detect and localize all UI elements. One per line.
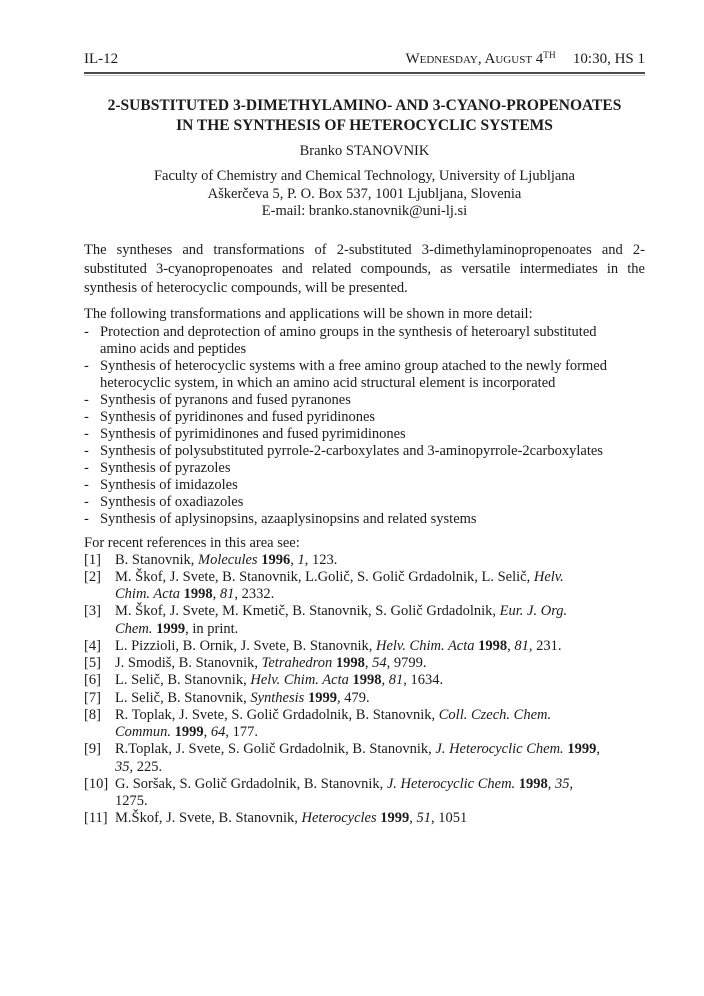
- reference-plain-segment: , 479.: [336, 689, 370, 706]
- abstract-line: The syntheses and transformations of 2-substituted 3-dimethylaminopropenoates and 2-: [84, 241, 645, 258]
- reference-plain-segment: ,: [507, 637, 515, 654]
- list-bullet-dash: -: [84, 408, 89, 425]
- list-bullet-dash: -: [84, 510, 89, 527]
- reference-plain-segment: ,: [212, 586, 220, 602]
- reference-text: [115, 690, 645, 707]
- list-item-text: Synthesis of pyrazoles: [100, 459, 231, 476]
- references-intro: For recent references in this area see:: [84, 534, 300, 551]
- reference-item: [84, 810, 645, 827]
- reference-italic-segment: Helv. Chim. Acta: [376, 637, 475, 654]
- list-item: [84, 426, 645, 443]
- abstract-paragraph: [84, 241, 645, 298]
- reference-plain-segment: , 2332.: [234, 586, 275, 602]
- reference-plain-segment: ,: [569, 775, 574, 792]
- reference-plain-segment: , 177.: [225, 724, 258, 740]
- list-item: [84, 324, 645, 358]
- author-name: Branko STANOVNIK: [299, 143, 430, 159]
- reference-item: [84, 603, 645, 638]
- reference-italic-segment: 81: [219, 586, 235, 602]
- reference-item: [84, 655, 645, 672]
- reference-plain-segment: , 1634.: [403, 672, 444, 689]
- reference-plain-segment: , in print.: [185, 620, 239, 637]
- reference-item: [84, 672, 645, 689]
- paper-title-line1: 2-SUBSTITUTED 3-DIMETHYLAMINO- AND 3-CYANO-PROPENOATES: [107, 97, 622, 114]
- list-item-text: Synthesis of pyridinones and fused pyridinones: [100, 408, 376, 425]
- reference-plain-segment: , 9799.: [386, 655, 427, 671]
- reference-plain-segment: ,: [547, 775, 556, 792]
- reference-bold-segment: 1999: [567, 741, 597, 758]
- reference-italic-segment: Helv.: [533, 568, 564, 585]
- session-date: Wednesday, August 4: [405, 51, 544, 67]
- reference-number: [6]: [84, 672, 101, 689]
- list-item: [84, 511, 645, 528]
- reference-item: [84, 776, 645, 811]
- reference-bold-segment: 1998: [352, 672, 382, 689]
- reference-list: [84, 552, 645, 828]
- reference-plain-segment: ,: [409, 810, 417, 827]
- reference-italic-segment: 64: [210, 724, 226, 740]
- reference-plain-segment: R. Toplak, J. Svete, S. Golič Grdadolnik, B. Stanovnik,: [115, 706, 439, 723]
- list-item: [84, 477, 645, 494]
- list-item-text: Synthesis of pyrimidinones and fused pyrimidinones: [100, 425, 406, 442]
- session-datetime: [405, 51, 645, 69]
- reference-italic-segment: Eur. J. Org.: [499, 603, 568, 620]
- reference-italic-segment: 81: [514, 637, 529, 654]
- list-item: [84, 358, 645, 392]
- reference-number: [5]: [84, 655, 101, 671]
- reference-italic-segment: Chem.: [115, 620, 153, 637]
- abstract-line: substituted 3-cyanopropenoates and related compounds, as versatile intermediates in the: [84, 260, 645, 277]
- reference-plain-segment: L. Selič, B. Stanovnik,: [115, 689, 251, 706]
- reference-item: [84, 741, 645, 776]
- list-bullet-dash: -: [84, 391, 89, 408]
- reference-italic-segment: Helv. Chim. Acta: [250, 672, 349, 689]
- reference-italic-segment: 1: [297, 551, 305, 568]
- reference-text: [115, 603, 645, 638]
- reference-number: [9]: [84, 741, 101, 758]
- reference-plain-segment: ,: [290, 551, 298, 568]
- reference-bold-segment: 1999: [156, 620, 186, 637]
- reference-text: [115, 776, 645, 811]
- paper-title-line2: IN THE SYNTHESIS OF HETEROCYCLIC SYSTEMS: [176, 117, 553, 134]
- reference-number: [4]: [84, 637, 101, 654]
- reference-italic-segment: Heterocycles: [301, 810, 377, 827]
- list-bullet-dash: -: [84, 323, 89, 340]
- reference-italic-segment: J. Heterocyclic Chem.: [435, 741, 564, 758]
- reference-plain-segment: , 123.: [304, 551, 338, 568]
- reference-italic-segment: Molecules: [197, 551, 258, 568]
- list-bullet-dash: -: [84, 442, 89, 459]
- list-item-text: Synthesis of heterocyclic systems with a free amino group atached to the newly formed heterocyclic system, in which an amino acid structural element is incorporated: [100, 357, 607, 391]
- reference-plain-segment: L. Pizzioli, B. Ornik, J. Svete, B. Stanovnik,: [115, 637, 376, 654]
- list-item-text: Synthesis of pyranons and fused pyranones: [100, 391, 351, 408]
- reference-item: [84, 552, 645, 569]
- reference-plain-segment: R.Toplak, J. Svete, S. Golič Grdadolnik, B. Stanovnik,: [115, 741, 436, 758]
- reference-plain-segment: L. Selič, B. Stanovnik,: [115, 672, 251, 689]
- reference-italic-segment: Commun.: [115, 724, 171, 740]
- reference-plain-segment: M.Škof, J. Svete, B. Stanovnik,: [115, 810, 302, 827]
- reference-plain-segment: M. Škof, J. Svete, M. Kmetič, B. Stanovnik, S. Golič Grdadolnik,: [115, 603, 500, 620]
- list-item-text: Synthesis of aplysinopsins, azaaplysinopsins and related systems: [100, 510, 477, 527]
- reference-number: [8]: [84, 706, 101, 723]
- reference-text: [115, 672, 645, 689]
- header-rule: [84, 72, 645, 76]
- session-time: 10:30, HS 1: [572, 51, 645, 67]
- list-item: [84, 443, 645, 460]
- list-item-text: Protection and deprotection of amino groups in the synthesis of heteroaryl substituted amino acids and peptides: [100, 323, 597, 357]
- reference-italic-segment: J. Heterocyclic Chem.: [386, 775, 516, 792]
- reference-bold-segment: 1999: [174, 724, 204, 740]
- reference-plain-segment: B. Stanovnik,: [115, 551, 198, 568]
- affiliation-block: [84, 168, 645, 221]
- reference-italic-segment: Tetrahedron: [261, 655, 333, 671]
- reference-bold-segment: 1999: [307, 689, 337, 706]
- list-item: [84, 460, 645, 477]
- reference-plain-segment: M. Škof, J. Svete, B. Stanovnik, L.Golič, S. Golič Grdadolnik, L. Selič,: [115, 568, 534, 585]
- reference-text: [115, 810, 645, 827]
- reference-italic-segment: 81: [388, 672, 404, 689]
- reference-bold-segment: 1998: [478, 637, 508, 654]
- reference-italic-segment: Synthesis: [250, 689, 305, 706]
- reference-bold-segment: 1998: [335, 655, 365, 671]
- reference-plain-segment: J. Smodiš, B. Stanovnik,: [115, 655, 262, 671]
- reference-text: [115, 638, 645, 655]
- reference-plain-segment: , 231.: [528, 637, 562, 654]
- reference-plain-segment: ,: [203, 724, 211, 740]
- paper-title: [84, 96, 645, 136]
- reference-text: [115, 552, 645, 569]
- reference-text: [115, 707, 645, 742]
- header-rule-thick-line: [84, 72, 645, 74]
- list-item: [84, 409, 645, 426]
- reference-plain-segment: ,: [596, 741, 600, 758]
- date-ordinal: TH: [543, 50, 556, 60]
- abstract-line: synthesis of heterocyclic compounds, will be presented.: [84, 279, 408, 296]
- reference-bold-segment: 1996: [261, 551, 291, 568]
- reference-number: [11]: [84, 810, 108, 827]
- list-bullet-dash: -: [84, 459, 89, 476]
- list-item: [84, 494, 645, 511]
- list-item: [84, 392, 645, 409]
- header-rule-thin-line: [84, 75, 645, 76]
- reference-number: [10]: [84, 775, 109, 792]
- reference-plain-segment: ,: [364, 655, 373, 671]
- list-item-text: Synthesis of polysubstituted pyrrole-2-carboxylates and 3-aminopyrrole-2carboxylates: [100, 442, 603, 459]
- reference-text: [115, 655, 645, 672]
- reference-number: [3]: [84, 603, 101, 620]
- reference-text: [115, 569, 645, 604]
- affiliation-address: Aškerčeva 5, P. O. Box 537, 1001 Ljubljana, Slovenia: [207, 185, 522, 202]
- list-item-text: Synthesis of imidazoles: [100, 476, 238, 493]
- list-item-text: Synthesis of oxadiazoles: [100, 493, 244, 510]
- affiliation-email: E-mail: branko.stanovnik@uni-lj.si: [261, 203, 468, 219]
- reference-number: [7]: [84, 689, 101, 706]
- list-bullet-dash: -: [84, 425, 89, 442]
- reference-bold-segment: 1998: [518, 775, 548, 792]
- reference-text: [115, 741, 645, 776]
- reference-italic-segment: 35: [555, 775, 570, 792]
- session-code: IL-12: [84, 51, 119, 67]
- reference-bold-segment: 1999: [380, 810, 410, 827]
- reference-item: [84, 569, 645, 604]
- list-bullet-dash: -: [84, 357, 89, 374]
- reference-number: [1]: [84, 551, 101, 568]
- reference-plain-segment: G. Soršak, S. Golič Grdadolnik, B. Stanovnik,: [115, 775, 387, 792]
- list-bullet-dash: -: [84, 476, 89, 493]
- reference-italic-segment: 54: [372, 655, 387, 671]
- reference-item: [84, 690, 645, 707]
- reference-item: [84, 638, 645, 655]
- details-intro: The following transformations and applications will be shown in more detail:: [84, 305, 533, 322]
- reference-plain-segment: , 1051: [431, 810, 468, 827]
- reference-plain-segment: ,: [381, 672, 389, 689]
- reference-number: [2]: [84, 568, 101, 585]
- affiliation-institution: Faculty of Chemistry and Chemical Technology, University of Ljubljana: [153, 168, 575, 184]
- reference-italic-segment: 35: [115, 758, 130, 775]
- reference-italic-segment: Chim. Acta: [115, 586, 180, 602]
- reference-italic-segment: Coll. Czech. Chem.: [438, 706, 552, 723]
- reference-bold-segment: 1998: [183, 586, 213, 602]
- reference-italic-segment: 51: [416, 810, 432, 827]
- page-header: [84, 51, 645, 69]
- detail-list: [84, 324, 645, 528]
- reference-plain-segment: , 225.: [129, 758, 163, 775]
- list-bullet-dash: -: [84, 493, 89, 510]
- reference-plain-segment: 1275.: [115, 793, 148, 809]
- reference-item: [84, 707, 645, 742]
